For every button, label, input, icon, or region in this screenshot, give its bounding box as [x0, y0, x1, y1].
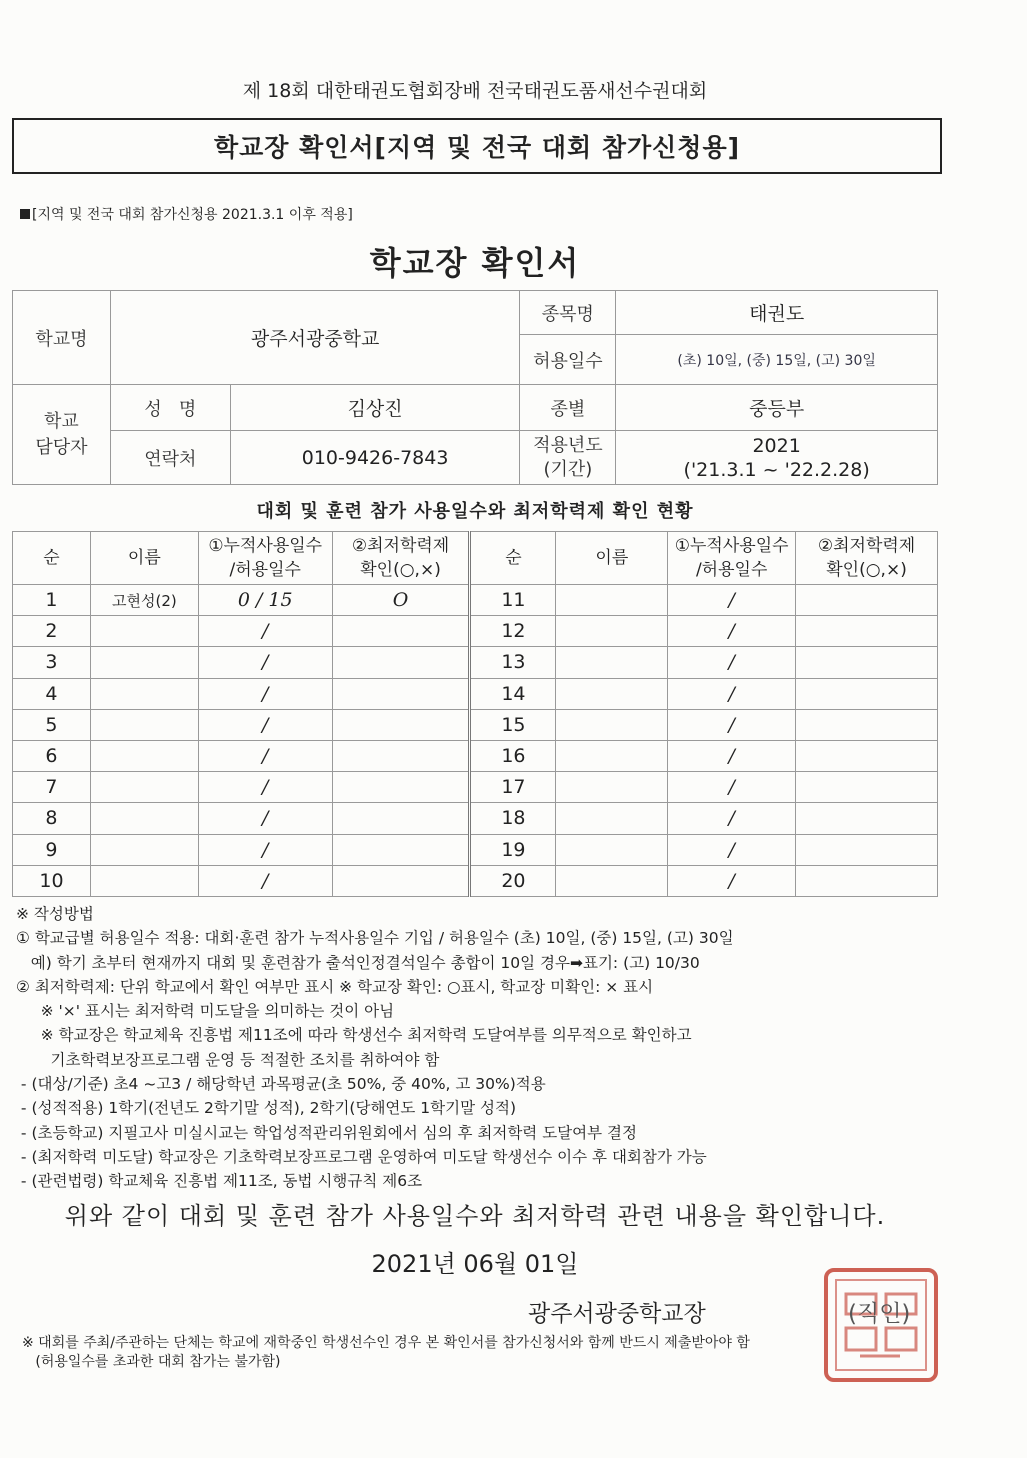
apply-note — [20, 204, 353, 224]
student-name — [556, 585, 668, 616]
academic-check — [796, 678, 938, 709]
days-used: / — [668, 709, 796, 740]
main-title: 학교장 확인서 — [369, 244, 581, 282]
academic-check — [332, 865, 470, 896]
student-name — [556, 740, 668, 771]
student-name — [556, 647, 668, 678]
days-used: / — [198, 865, 332, 896]
row-no: 7 — [13, 772, 91, 803]
days-used: / — [198, 772, 332, 803]
academic-check — [796, 709, 938, 740]
days-used: / — [668, 740, 796, 771]
days-used: / — [198, 740, 332, 771]
academic-check — [332, 678, 470, 709]
student-name — [90, 709, 198, 740]
sport-label: 종목명 — [520, 291, 616, 335]
header-no: 순 — [470, 532, 556, 585]
sport-value: 태권도 — [616, 291, 938, 335]
instruction-line: - (관련법령) 학교체육 진흥법 제11조, 동법 시행규칙 제6조 — [16, 1172, 423, 1191]
student-name — [556, 678, 668, 709]
table-row — [13, 803, 938, 834]
school-name: 광주서광중학교 — [110, 291, 520, 385]
student-name — [556, 772, 668, 803]
student-name — [90, 865, 198, 896]
academic-check — [332, 834, 470, 865]
academic-check — [796, 585, 938, 616]
event-title: 제 18회 대한태권도협회장배 전국태권도품새선수권대회 — [242, 80, 708, 102]
table-row — [13, 772, 938, 803]
days-used: / — [198, 616, 332, 647]
table-row — [13, 585, 938, 616]
row-no: 18 — [470, 803, 556, 834]
header-days: ①누적사용일수 /허용일수 — [668, 532, 796, 585]
row-no: 9 — [13, 834, 91, 865]
staff-label: 학교 담당자 — [13, 385, 111, 485]
days-used: / — [668, 678, 796, 709]
writing-instructions — [16, 902, 936, 1194]
instruction-line: - (최저학력 미도달) 학교장은 기초학력보장프로그램 운영하여 미도달 학생선수 이수 후 대회참가 가능 — [16, 1147, 707, 1166]
instruction-line: - (성적적용) 1학기(전년도 2학기말 성적), 2학기(당해연도 1학기말 성적) — [16, 1099, 516, 1118]
instruction-line: ② 최저학력제: 단위 학교에서 확인 여부만 표시 ※ 학교장 확인: ○표시, 학교장 미확인: × 표시 — [16, 977, 654, 996]
days-used: / — [668, 772, 796, 803]
school-label: 학교명 — [13, 291, 111, 385]
student-name — [556, 709, 668, 740]
header-name: 이름 — [90, 532, 198, 585]
academic-check: O — [332, 585, 470, 616]
instruction-line: - (초등학교) 지필고사 미실시교는 학업성적관리위원회에서 심의 후 최저학력 도달여부 결정 — [16, 1123, 637, 1142]
table-row — [13, 647, 938, 678]
days-used: / — [668, 585, 796, 616]
confirmation-statement: 위와 같이 대회 및 훈련 참가 사용일수와 최저학력 관련 내용을 확인합니다. — [64, 1202, 886, 1230]
student-name: 고현성(2) — [90, 585, 198, 616]
academic-check — [796, 616, 938, 647]
days-used: / — [198, 678, 332, 709]
name-label: 성 명 — [110, 385, 230, 431]
days-used: / — [198, 803, 332, 834]
table-row — [13, 834, 938, 865]
academic-check — [332, 709, 470, 740]
instruction-line: 기초학력보장프로그램 운영 등 적절한 조치를 취하여야 함 — [16, 1050, 440, 1069]
table-row — [13, 709, 938, 740]
student-name — [90, 834, 198, 865]
instruction-line: 예) 학기 초부터 현재까지 대회 및 훈련참가 출석인정결석일수 총합이 10일 경우➡표기: (고) 10/30 — [16, 953, 700, 972]
academic-check — [332, 616, 470, 647]
days-used: / — [198, 709, 332, 740]
staff-name: 김상진 — [230, 385, 520, 431]
allowed-days-label: 허용일수 — [520, 335, 616, 385]
form-title: 학교장 확인서[지역 및 전국 대회 참가신청용] — [213, 133, 741, 162]
category-label: 종별 — [520, 385, 616, 431]
days-used: / — [198, 647, 332, 678]
row-no: 17 — [470, 772, 556, 803]
header-no: 순 — [13, 532, 91, 585]
category-value: 중등부 — [616, 385, 938, 431]
student-name — [556, 803, 668, 834]
days-used: / — [668, 647, 796, 678]
student-name — [556, 834, 668, 865]
row-no: 16 — [470, 740, 556, 771]
roster-section-title: 대회 및 훈련 참가 사용일수와 최저학력제 확인 현황 — [256, 501, 694, 522]
apply-note-text: [지역 및 전국 대회 참가신청용 2021.3.1 이후 적용] — [32, 207, 353, 223]
seal-label: (직인) — [848, 1301, 911, 1327]
academic-check — [796, 865, 938, 896]
footer-line: (허용일수를 초과한 대회 참가는 불가함) — [22, 1354, 281, 1370]
academic-check — [796, 772, 938, 803]
row-no: 6 — [13, 740, 91, 771]
row-no: 19 — [470, 834, 556, 865]
row-no: 2 — [13, 616, 91, 647]
student-name — [90, 803, 198, 834]
footer-note — [22, 1334, 750, 1372]
instruction-line: - (대상/기준) 초4 ~고3 / 해당학년 과목평균(초 50%, 중 40%, 고 30%)적용 — [16, 1075, 546, 1094]
table-row — [13, 865, 938, 896]
row-no: 5 — [13, 709, 91, 740]
table-row — [13, 678, 938, 709]
instruction-line: ① 학교급별 허용일수 적용: 대회·훈련 참가 누적사용일수 기입 / 허용일수 (초) 10일, (중) 15일, (고) 30일 — [16, 929, 734, 948]
academic-check — [332, 647, 470, 678]
contact-value: 010-9426-7843 — [230, 431, 520, 485]
table-row — [13, 740, 938, 771]
academic-check — [796, 647, 938, 678]
instruction-line: ※ '×' 표시는 최저학력 미도달을 의미하는 것이 아님 — [16, 1002, 395, 1021]
document-date: 2021년 06월 01일 — [371, 1250, 579, 1278]
days-used: / — [668, 865, 796, 896]
table-row — [13, 616, 938, 647]
header-academic: ②최저학력제 확인(○,×) — [332, 532, 470, 585]
row-no: 14 — [470, 678, 556, 709]
academic-check — [796, 803, 938, 834]
row-no: 1 — [13, 585, 91, 616]
instruction-line: ※ 학교장은 학교체육 진흥법 제11조에 따라 학생선수 최저학력 도달여부를 의무적으로 확인하고 — [16, 1026, 692, 1045]
header-days: ①누적사용일수 /허용일수 — [198, 532, 332, 585]
header-academic: ②최저학력제 확인(○,×) — [796, 532, 938, 585]
row-no: 10 — [13, 865, 91, 896]
allowed-days-value: (초) 10일, (중) 15일, (고) 30일 — [616, 335, 938, 385]
days-used: / — [198, 834, 332, 865]
row-no: 12 — [470, 616, 556, 647]
square-bullet-icon — [20, 209, 30, 219]
student-name — [90, 647, 198, 678]
days-used: 0 / 15 — [198, 585, 332, 616]
academic-check — [796, 834, 938, 865]
row-no: 15 — [470, 709, 556, 740]
contact-label: 연락처 — [110, 431, 230, 485]
row-no: 13 — [470, 647, 556, 678]
row-no: 8 — [13, 803, 91, 834]
principal-name: 광주서광중학교장 — [528, 1301, 706, 1327]
academic-check — [332, 772, 470, 803]
row-no: 20 — [470, 865, 556, 896]
academic-check — [332, 803, 470, 834]
days-used: / — [668, 616, 796, 647]
student-name — [90, 678, 198, 709]
student-name — [90, 616, 198, 647]
header-name: 이름 — [556, 532, 668, 585]
footer-line: ※ 대회를 주최/주관하는 단체는 학교에 재학중인 학생선수인 경우 본 확인서를 참가신청서와 함께 반드시 제출받아야 함 — [22, 1335, 750, 1351]
row-no: 3 — [13, 647, 91, 678]
academic-check — [332, 740, 470, 771]
roster-table — [12, 531, 938, 897]
row-no: 4 — [13, 678, 91, 709]
academic-check — [796, 740, 938, 771]
form-title-box — [12, 118, 942, 174]
days-used: / — [668, 803, 796, 834]
instruction-line: ※ 작성방법 — [16, 905, 94, 923]
year-label: 적용년도 (기간) — [520, 431, 616, 485]
days-used: / — [668, 834, 796, 865]
student-name — [90, 740, 198, 771]
student-name — [556, 865, 668, 896]
student-name — [556, 616, 668, 647]
row-no: 11 — [470, 585, 556, 616]
student-name — [90, 772, 198, 803]
year-value: 2021 ('21.3.1 ~ '22.2.28) — [616, 431, 938, 485]
school-info-table — [12, 290, 938, 485]
